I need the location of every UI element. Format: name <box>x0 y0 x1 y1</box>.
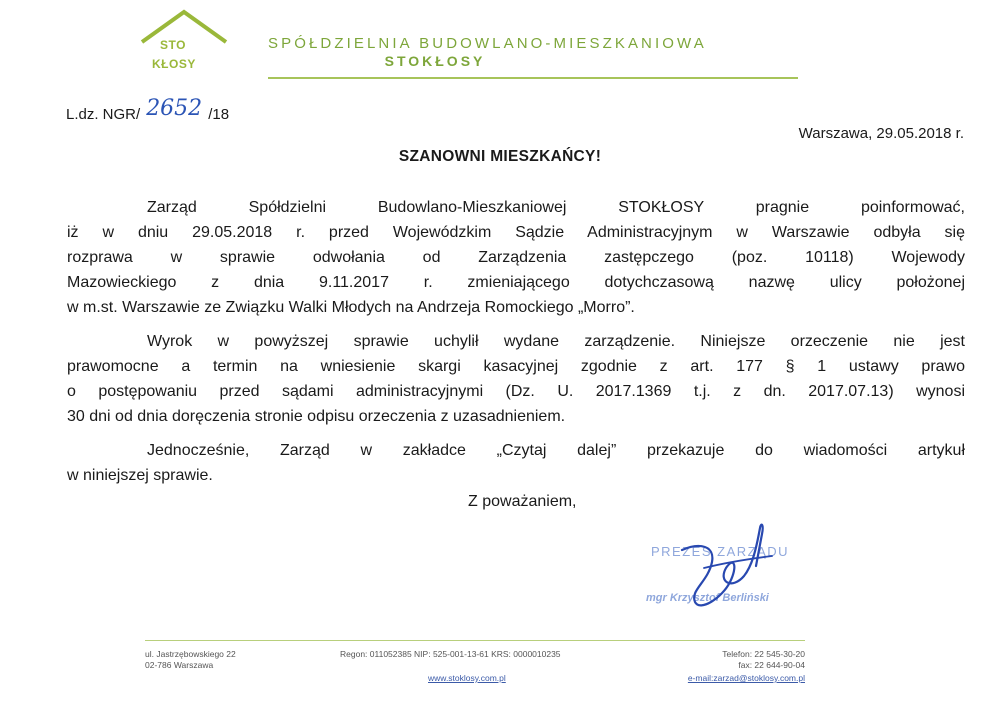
body-line: w m.st. Warszawie ze Związku Walki Młodych na Andrzeja Romockiego „Morro”. <box>67 299 635 316</box>
footer-fax: fax: 22 644-90-04 <box>738 660 805 670</box>
footer-divider <box>145 640 805 641</box>
footer-registration-ids: Regon: 011052385 NIP: 525-001-13-61 KRS: 0000010235 <box>340 649 561 659</box>
body-line: Mazowieckiego z dnia 9.11.2017 r. zmieniającego dotychczasową nazwę ulicy położonej <box>67 274 965 291</box>
header-divider <box>268 77 798 79</box>
footer-street: ul. Jastrzębowskiego 22 <box>145 649 236 659</box>
handwritten-signature <box>660 520 800 620</box>
footer-address <box>145 649 236 671</box>
body-line: rozprawa w sprawie odwołania od Zarządzenia zastępczego (poz. 10118) Wojewody <box>67 249 965 266</box>
reference-suffix: /18 <box>208 106 230 123</box>
body-line: Wyrok w powyższej sprawie uchylił wydane zarządzenie. Niniejsze orzeczenie nie jest <box>147 333 965 350</box>
reference-number <box>66 96 230 125</box>
body-line: iż w dniu 29.05.2018 r. przed Wojewódzkim Sądzie Administracyjnym w Warszawie odbyła się <box>67 224 965 241</box>
body-line: Zarząd Spółdzielni Budowlano-Mieszkaniowej STOKŁOSY pragnie poinformować, <box>147 199 965 216</box>
logo-text-klosy: KŁOSY <box>152 57 196 71</box>
body-line: Jednocześnie, Zarząd w zakładce „Czytaj dalej” przekazuje do wiadomości artykuł <box>147 442 965 459</box>
organization-name: SPÓŁDZIELNIA BUDOWLANO-MIESZKANIOWA <box>268 35 707 52</box>
footer-contact <box>722 649 805 671</box>
body-line: w niniejszej sprawie. <box>67 467 213 484</box>
reference-prefix: L.dz. NGR/ <box>66 106 141 123</box>
letter-date: Warszawa, 29.05.2018 r. <box>798 125 964 142</box>
body-line: 30 dni od dnia doręczenia stronie odpisu orzeczenia z uzasadnieniem. <box>67 408 566 425</box>
stamp-title: PREZES ZARZĄDU <box>651 544 790 559</box>
website-link[interactable]: www.stoklosy.com.pl <box>428 673 506 683</box>
reference-handwritten-number: 2652 <box>146 96 203 121</box>
footer-city: 02-786 Warszawa <box>145 660 214 670</box>
organization-short-name: STOKŁOSY <box>384 53 486 69</box>
body-line: prawomocne a termin na wniesienie skargi kasacyjnej zgodnie z art. 177 § 1 ustawy prawo <box>67 358 965 375</box>
body-line: o postępowaniu przed sądami administracyjnymi (Dz. U. 2017.1369 t.j. z dn. 2017.07.13) wynosi <box>67 383 965 400</box>
stamp-name: mgr Krzysztof Berliński <box>646 592 769 604</box>
email-link[interactable]: e-mail:zarzad@stoklosy.com.pl <box>687 673 805 683</box>
footer-phone: Telefon: 22 545-30-20 <box>722 649 805 659</box>
closing-greeting: Z poważaniem, <box>468 493 577 510</box>
letter-title: SZANOWNI MIESZKAŃCY! <box>398 148 602 165</box>
logo-text-sto: STO <box>160 38 186 52</box>
